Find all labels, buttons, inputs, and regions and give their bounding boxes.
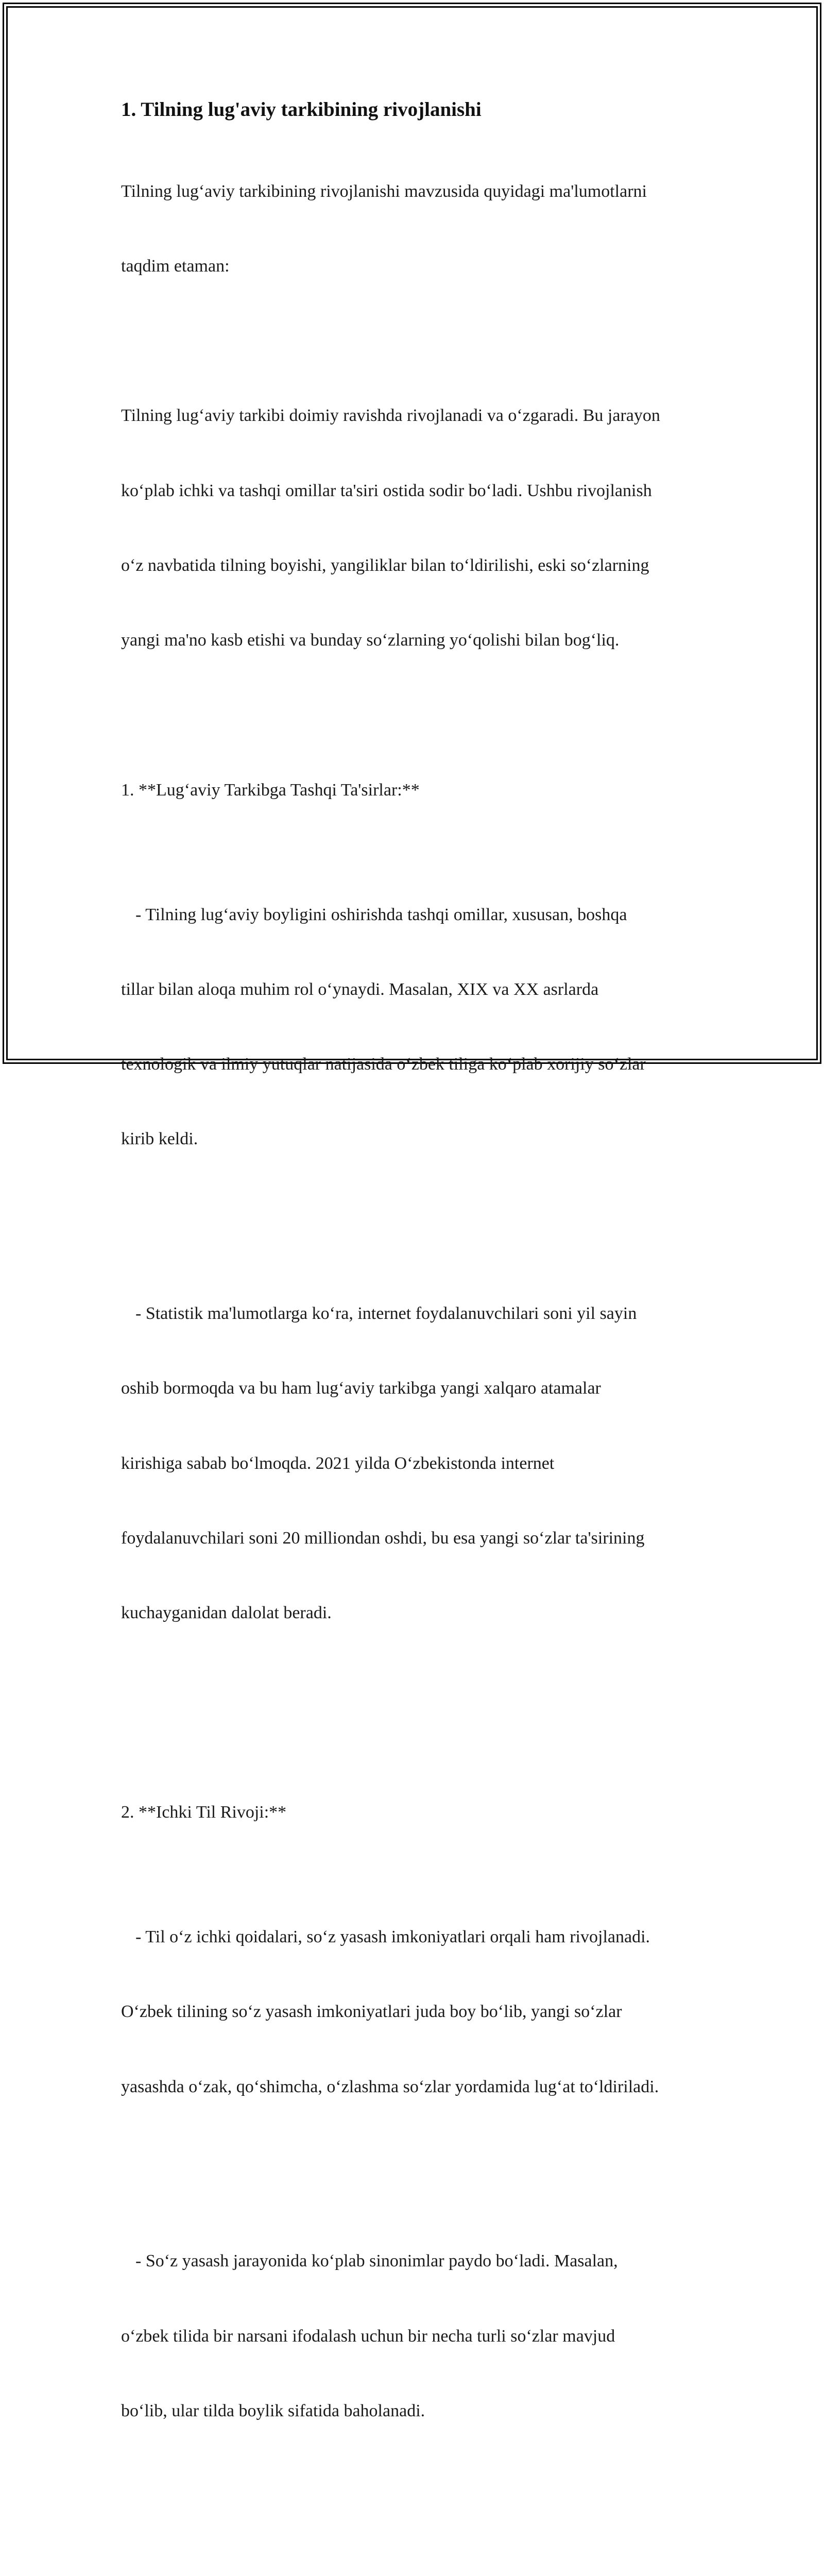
text-line: yangi ma'no kasb etishi va bunday so‘zlarning yo‘qolishi bilan bog‘liq. [121, 631, 620, 650]
text-line: Tilning lug‘aviy tarkibining rivojlanishi mavzusida quyidagi ma'lumotlarni [121, 181, 647, 201]
text-line: texnologik va ilmiy yutuqlar natijasida o‘zbek tiliga ko‘plab xorijiy so‘zlar [121, 1055, 646, 1074]
text-line: kirishiga sabab bo‘lmoqda. 2021 yilda O‘zbekistonda internet [121, 1453, 555, 1473]
text-line: O‘zbek tilining so‘z yasash imkoniyatlari juda boy bo‘lib, yangi so‘zlar [121, 2002, 622, 2022]
bullet-item [121, 853, 708, 1202]
section-heading: 2. **Ichki Til Rivoji:** [121, 1803, 287, 1822]
section-statistics [121, 2548, 708, 2576]
text-line: taqdim etaman: [121, 257, 230, 276]
text-line: yasashda o‘zak, qo‘shimcha, o‘zlashma so‘zlar yordamida lug‘at to‘ldiriladi. [121, 2077, 659, 2096]
section-heading: 1. **Lug‘aviy Tarkibga Tashqi Ta'sirlar:** [121, 780, 420, 800]
text-line: kirib keldi. [121, 1129, 198, 1149]
section-external-influences [121, 728, 708, 1725]
text-line: tillar bilan aloqa muhim rol o‘ynaydi. Masalan, XIX va XX asrlarda [121, 979, 599, 999]
bullet-item [121, 2199, 708, 2473]
bullet-item [121, 1875, 708, 2149]
text-line: - Til o‘z ichki qoidalari, so‘z yasash imkoniyatlari orqali ham rivojlanadi. [135, 1927, 650, 1947]
intro-paragraph [121, 129, 708, 329]
text-line: - Statistik ma'lumotlarga ko‘ra, internet foydalanuvchilari soni yil sayin [135, 1304, 637, 1324]
text-line: - Tilning lug‘aviy boyligini oshirishda tashqi omillar, xususan, boshqa [135, 905, 627, 924]
text-line: o‘zbek tilida bir narsani ifodalash uchun bir necha turli so‘zlar mavjud [121, 2326, 615, 2346]
text-line: ko‘plab ichki va tashqi omillar ta'siri ostida sodir bo‘ladi. Ushbu rivojlanish [121, 481, 652, 500]
text-line: oshib bormoqda va bu ham lug‘aviy tarkibga yangi xalqaro atamalar [121, 1379, 601, 1398]
section-internal-development [121, 1750, 708, 2523]
text-line: o‘z navbatida tilning boyishi, yangiliklar bilan to‘ldirilishi, eski so‘zlarning [121, 555, 649, 575]
overview-paragraph [121, 354, 708, 703]
text-line: foydalanuvchilari soni 20 milliondan oshdi, bu esa yangi so‘zlar ta'sirining [121, 1528, 645, 1548]
bullet-item [121, 1251, 708, 1675]
document-body [121, 95, 708, 2576]
text-line: bo‘lib, ular tilda boylik sifatida baholanadi. [121, 2401, 425, 2420]
text-line: kuchayganidan dalolat beradi. [121, 1603, 332, 1622]
text-line: Tilning lug‘aviy tarkibi doimiy ravishda rivojlanadi va o‘zgaradi. Bu jarayon [121, 406, 660, 426]
page-title: 1. Tilning lug'aviy tarkibining rivojlanishi [121, 98, 482, 121]
text-line: - So‘z yasash jarayonida ko‘plab sinonimlar paydo bo‘ladi. Masalan, [135, 2251, 618, 2271]
